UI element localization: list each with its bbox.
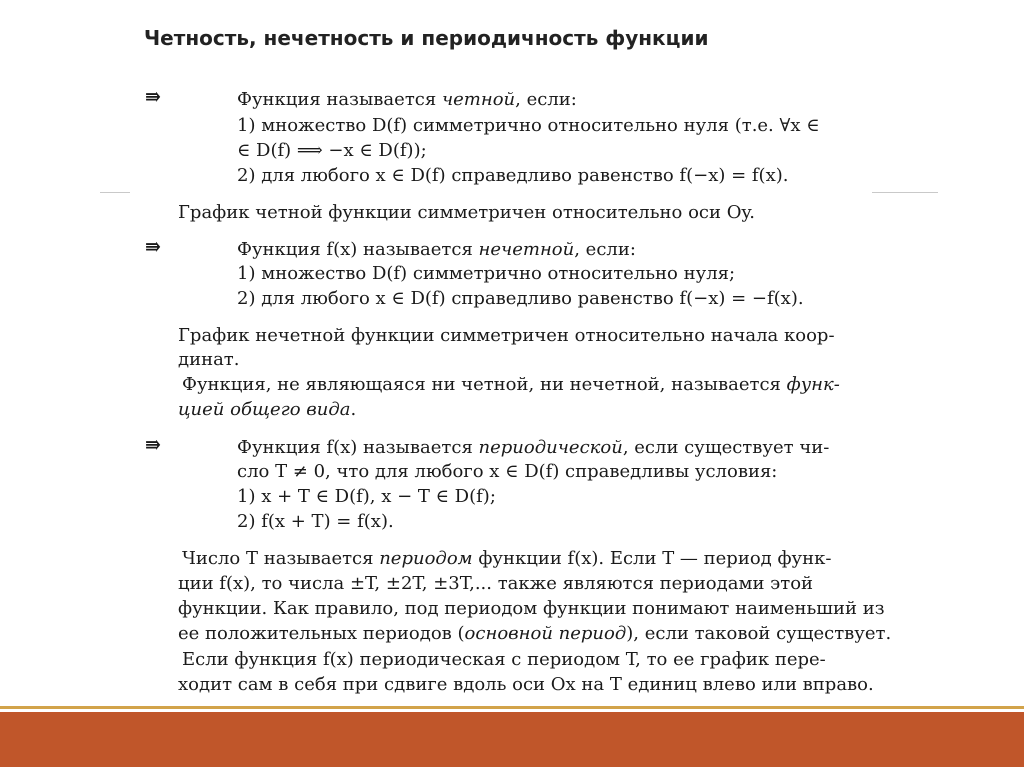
odd-graph-note-line1: График нечетной функции симметричен относительно начала коор- [178,325,835,346]
period-paragraph-line1: Число T называется периодом функции f(x). Если T — период функ- [182,548,832,569]
even-condition-1b: ∈ D(f) ⟹ −x ∈ D(f)); [237,140,427,161]
decorative-line-right [872,192,938,193]
footer-bar [0,712,1024,767]
odd-graph-note-line2: динат. [178,349,240,370]
period-paragraph-line3: функции. Как правило, под периодом функции понимают наименьший из [178,598,885,619]
even-graph-note: График четной функции симметричен относительно оси Oy. [178,202,755,223]
even-definition-intro: Функция называется четной, если: [237,89,577,110]
decorative-line-left [100,192,130,193]
periodic-condition-2: 2) f(x + T) = f(x). [237,511,394,532]
implication-arrow-icon: ⇛ [145,86,161,108]
period-paragraph-line5: Если функция f(x) периодическая с периодом T, то ее график пере- [182,649,826,670]
implication-arrow-icon: ⇛ [145,434,161,456]
odd-condition-2: 2) для любого x ∈ D(f) справедливо равенство f(−x) = −f(x). [237,288,804,309]
periodic-definition-line2: сло T ≠ 0, что для любого x ∈ D(f) справедливы условия: [237,461,778,482]
periodic-definition-line1: Функция f(x) называется периодической, если существует чи- [237,437,830,458]
general-function-line1: Функция, не являющаяся ни четной, ни нечетной, называется функ- [182,374,840,395]
odd-definition-intro: Функция f(x) называется нечетной, если: [237,239,636,260]
period-paragraph-line4: ее положительных периодов (основной период), если таковой существует. [178,623,892,644]
period-paragraph-line2: ции f(x), то числа ±T, ±2T, ±3T,... также являются периодами этой [178,573,814,594]
page-title: Четность, нечетность и периодичность функции [144,26,709,50]
even-condition-1a: 1) множество D(f) симметрично относительно нуля (т.е. ∀x ∈ [237,115,820,136]
odd-condition-1: 1) множество D(f) симметрично относительно нуля; [237,263,736,284]
periodic-condition-1: 1) x + T ∈ D(f), x − T ∈ D(f); [237,486,496,507]
period-paragraph-line6: ходит сам в себя при сдвиге вдоль оси Ox на T единиц влево или вправо. [178,674,874,695]
implication-arrow-icon: ⇛ [145,236,161,258]
footer-accent-line [0,706,1024,709]
even-condition-2: 2) для любого x ∈ D(f) справедливо равенство f(−x) = f(x). [237,165,789,186]
general-function-line2: цией общего вида. [178,399,357,420]
